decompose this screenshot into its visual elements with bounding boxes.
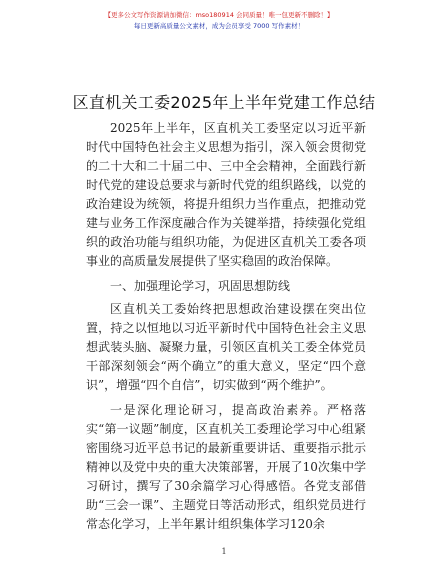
document-body bbox=[86, 119, 366, 534]
banner-line-1: 【更多公文写作资源请加微信：mso180914 会同质量！唯一包更新不删除！】 bbox=[104, 11, 334, 19]
document-title: 区直机关工委2025年上半年党建工作总结 bbox=[72, 93, 376, 112]
intro-paragraph: 2025年上半年，区直机关工委坚定以习近平新时代中国特色社会主义思想为指引，深入领会贯彻党的二十大和二十届二中、三中全会精神，全面践行新时代党的建设总要求与新时代党的组织路线，以党的政治建设为统领，将提升组织力当作重点，把推动党建与业务工作深度融合作为关键举措，持续强化党组织的政治功能与组织功能，为促进区直机关工委各项事业的高质量发展提供了坚实稳固的政治保障。 bbox=[86, 121, 366, 268]
header-banner bbox=[60, 10, 378, 32]
body-paragraph: 区直机关工委始终把思想政治建设摆在突出位置，持之以恒地以习近平新时代中国特色社会主义思想武装头脑、凝聚力量，引领区直机关工委全体党员干部深刻领会“两个确立”的重大意义，坚定“四个意识”，增强“四个自信”，切实做到“两个维护”。 bbox=[86, 302, 366, 392]
body-paragraph: 一是深化理论研习，提高政治素养。严格落实“第一议题”制度，区直机关工委理论学习中心组紧密围绕习近平总书记的最新重要讲话、重要指示批示精神以及党中央的重大决策部署，开展了10次集中学习研讨，撰写了30余篇学习心得感悟。各党支部借助“三会一课”、主题党日等活动形式，组织党员进行常态化学习，上半年累计组织集体学习120余 bbox=[86, 403, 366, 531]
section-heading: 一、加强理论学习，巩固思想防线 bbox=[110, 279, 291, 293]
page-number: 1 bbox=[221, 547, 227, 556]
banner-line-2: 每日更新高质量公文素材，成为会员享受 7000 写作素材！ bbox=[133, 22, 305, 30]
